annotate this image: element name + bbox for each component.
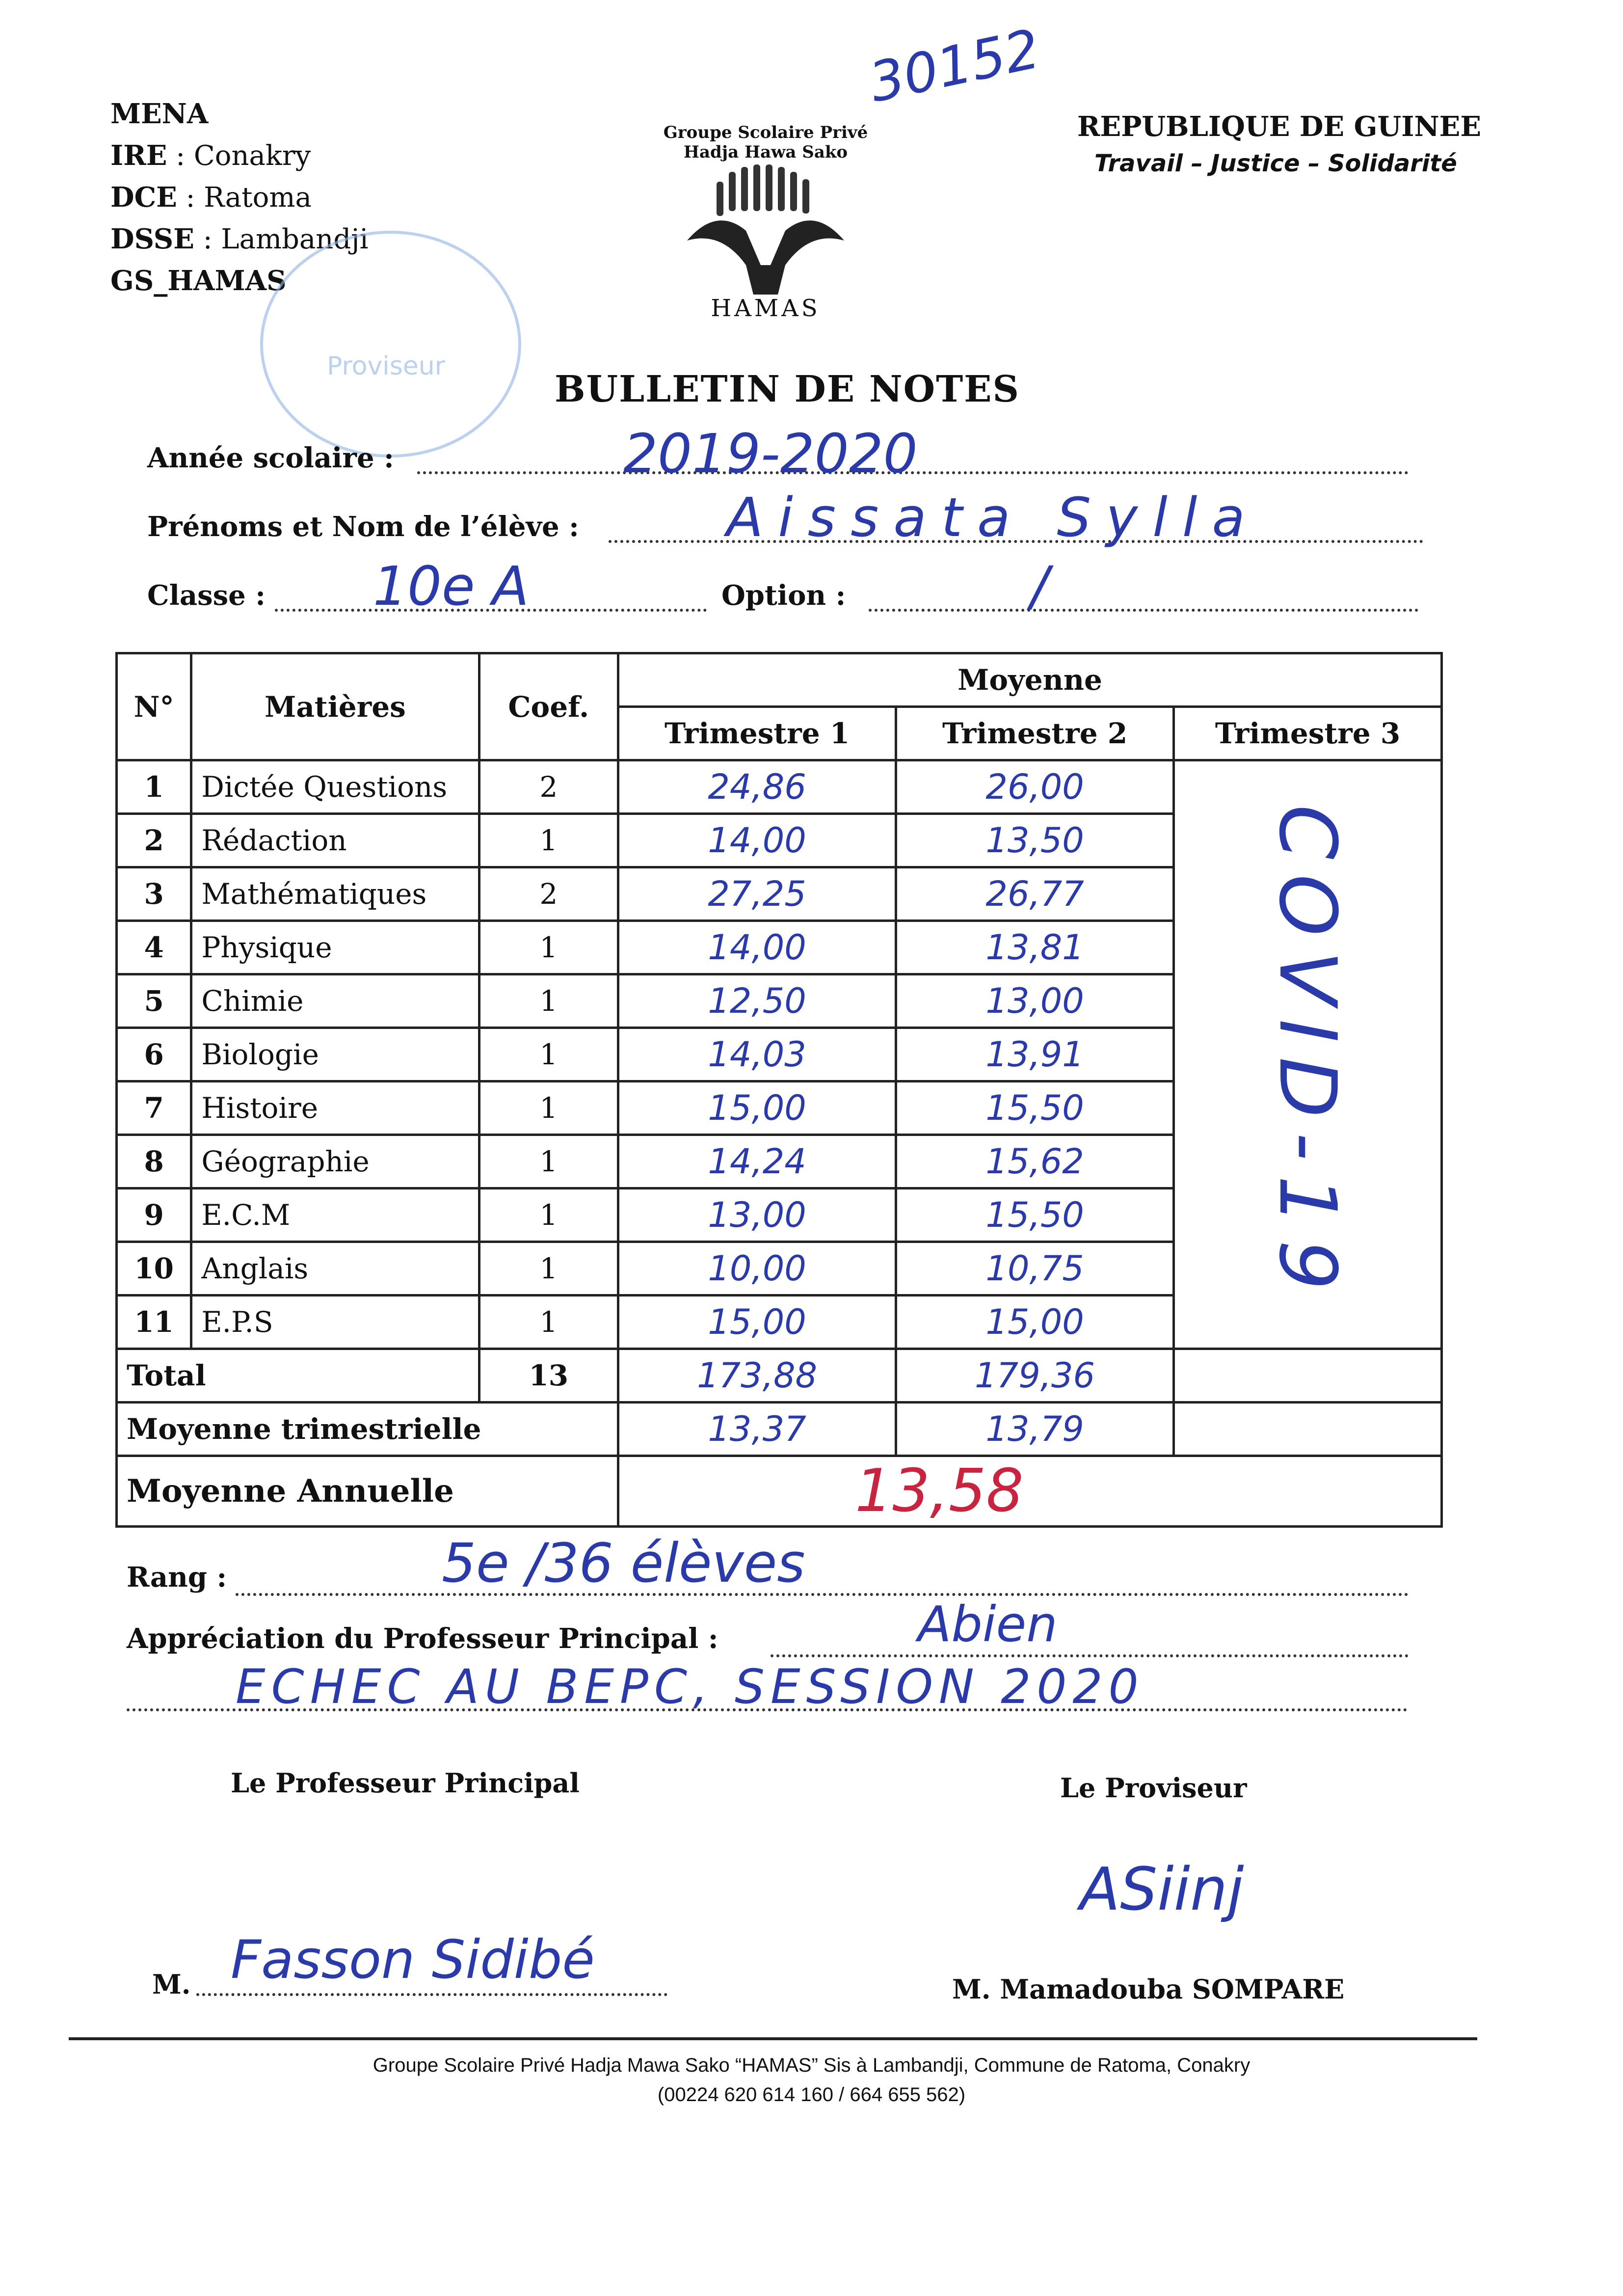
teacher-line (196, 1993, 667, 1996)
rank-label: Rang : (127, 1561, 227, 1594)
row-t1: 15,00 (618, 1081, 896, 1135)
principal-signature: ASiinj (1080, 1856, 1244, 1924)
school-stamp (260, 231, 521, 458)
row-t1: 27,25 (618, 867, 896, 921)
col-t3-header: Trimestre 3 (1174, 707, 1442, 760)
row-coef: 1 (479, 814, 618, 867)
row-subject: Histoire (191, 1081, 479, 1135)
row-t3-covid (1174, 760, 1442, 1349)
row-subject: Biologie (191, 1028, 479, 1081)
term-average-t3 (1174, 1403, 1442, 1456)
row-coef: 1 (479, 1028, 618, 1081)
row-num: 7 (117, 1081, 191, 1135)
total-t1: 173,88 (618, 1349, 896, 1403)
option-value: / (1031, 555, 1049, 618)
teacher-name: Fasson Sidibé (231, 1929, 595, 1991)
col-average-header: Moyenne (618, 653, 1442, 707)
col-subject-header: Matières (191, 653, 479, 760)
row-coef: 1 (479, 1081, 618, 1135)
year-label: Année scolaire : (147, 442, 394, 474)
term-average-t1: 13,37 (618, 1403, 896, 1456)
rank-line (236, 1593, 1409, 1596)
appreciation-line (771, 1654, 1409, 1657)
row-num: 1 (117, 760, 191, 814)
col-t1-header: Trimestre 1 (618, 707, 896, 760)
row-t2: 10,75 (896, 1242, 1174, 1296)
row-t1: 14,24 (618, 1135, 896, 1189)
rank-value: 5e /36 élèves (442, 1532, 805, 1594)
footer-divider (69, 2037, 1477, 2040)
row-subject: Mathématiques (191, 867, 479, 921)
row-subject: Géographie (191, 1135, 479, 1189)
header-line-mena: MENA (110, 98, 209, 130)
col-coef-header: Coef. (479, 653, 618, 760)
page-title: BULLETIN DE NOTES (555, 368, 1020, 410)
row-subject: E.P.S (191, 1296, 479, 1349)
col-num-header: N° (117, 653, 191, 760)
total-label: Total (117, 1349, 479, 1403)
term-average-t2: 13,79 (896, 1403, 1174, 1456)
row-t1: 14,00 (618, 814, 896, 867)
row-coef: 1 (479, 974, 618, 1028)
row-t2: 15,62 (896, 1135, 1174, 1189)
row-num: 9 (117, 1189, 191, 1242)
republic-motto: Travail – Justice – Solidarité (1094, 150, 1457, 177)
row-t2: 26,77 (896, 867, 1174, 921)
total-coef: 13 (479, 1349, 618, 1403)
row-t1: 10,00 (618, 1242, 896, 1296)
row-num: 2 (117, 814, 191, 867)
t3-covid-note: COVID-19 (1262, 804, 1354, 1305)
row-coef: 1 (479, 1135, 618, 1189)
row-subject: Chimie (191, 974, 479, 1028)
logo-name: HAMAS (711, 295, 821, 322)
row-t1: 14,00 (618, 921, 896, 974)
footer-phone: (00224 620 614 160 / 664 655 562) (657, 2084, 966, 2106)
row-num: 10 (117, 1242, 191, 1296)
row-t2: 13,50 (896, 814, 1174, 867)
total-row (117, 1349, 1442, 1403)
grades-table (115, 652, 1443, 1528)
row-coef: 1 (479, 921, 618, 974)
table-header-row (117, 653, 1442, 707)
row-subject: E.C.M (191, 1189, 479, 1242)
header-line-gs: GS_HAMAS (110, 265, 287, 297)
footer-address: Groupe Scolaire Privé Hadja Mawa Sako “HAMAS” Sis à Lambandji, Commune de Ratoma, Conakry (372, 2054, 1251, 2076)
row-t2: 15,00 (896, 1296, 1174, 1349)
row-num: 11 (117, 1296, 191, 1349)
class-label: Classe : (147, 579, 266, 612)
row-t1: 13,00 (618, 1189, 896, 1242)
header-line-dsse: DSSE : Lambandji (110, 223, 369, 255)
term-average-label: Moyenne trimestrielle (117, 1403, 618, 1456)
class-value: 10e A (373, 555, 529, 618)
handwritten-number: 30152 (864, 17, 1045, 114)
annual-average-label: Moyenne Annuelle (117, 1456, 618, 1527)
option-label: Option : (721, 579, 846, 612)
row-t2: 13,91 (896, 1028, 1174, 1081)
row-coef: 1 (479, 1189, 618, 1242)
option-line (869, 609, 1418, 612)
school-logo (628, 118, 903, 324)
republic-title: REPUBLIQUE DE GUINEE (1077, 110, 1482, 143)
table-row (117, 760, 1442, 814)
row-coef: 2 (479, 867, 618, 921)
row-subject: Dictée Questions (191, 760, 479, 814)
principal-title: Le Proviseur (1060, 1772, 1247, 1804)
row-t2: 13,00 (896, 974, 1174, 1028)
row-coef: 1 (479, 1296, 618, 1349)
appreciation-label: Appréciation du Professeur Principal : (127, 1622, 718, 1655)
stamp-text: Proviseur (327, 351, 446, 381)
student-value: Aissata Sylla (726, 486, 1260, 549)
year-value: 2019-2020 (623, 422, 918, 485)
appreciation-comment: ECHEC AU BEPC, SESSION 2020 (236, 1659, 1144, 1714)
annual-average-row (117, 1456, 1442, 1527)
col-t2-header: Trimestre 2 (896, 707, 1174, 760)
row-t2: 13,81 (896, 921, 1174, 974)
term-average-row (117, 1403, 1442, 1456)
row-t2: 15,50 (896, 1081, 1174, 1135)
header-line-ire: IRE : Conakry (110, 139, 311, 172)
teacher-prefix: M. (152, 1969, 191, 2000)
row-num: 4 (117, 921, 191, 974)
row-t1: 24,86 (618, 760, 896, 814)
row-num: 8 (117, 1135, 191, 1189)
row-subject: Physique (191, 921, 479, 974)
row-num: 5 (117, 974, 191, 1028)
row-t1: 12,50 (618, 974, 896, 1028)
logo-arc-text: Groupe Scolaire Privé Hadja Hawa Sako (663, 123, 868, 162)
total-t3 (1174, 1349, 1442, 1403)
appreciation-value: Abien (918, 1595, 1058, 1653)
annual-average-value: 13,58 (618, 1456, 1442, 1527)
teacher-title: Le Professeur Principal (231, 1767, 580, 1799)
row-t1: 15,00 (618, 1296, 896, 1349)
row-coef: 1 (479, 1242, 618, 1296)
principal-name: M. Mamadouba SOMPARE (952, 1973, 1345, 2005)
row-num: 3 (117, 867, 191, 921)
row-coef: 2 (479, 760, 618, 814)
row-t1: 14,03 (618, 1028, 896, 1081)
student-label: Prénoms et Nom de l’élève : (147, 511, 579, 543)
row-t2: 15,50 (896, 1189, 1174, 1242)
row-t2: 26,00 (896, 760, 1174, 814)
total-t2: 179,36 (896, 1349, 1174, 1403)
header-line-dce: DCE : Ratoma (110, 181, 312, 214)
row-subject: Anglais (191, 1242, 479, 1296)
row-num: 6 (117, 1028, 191, 1081)
row-subject: Rédaction (191, 814, 479, 867)
